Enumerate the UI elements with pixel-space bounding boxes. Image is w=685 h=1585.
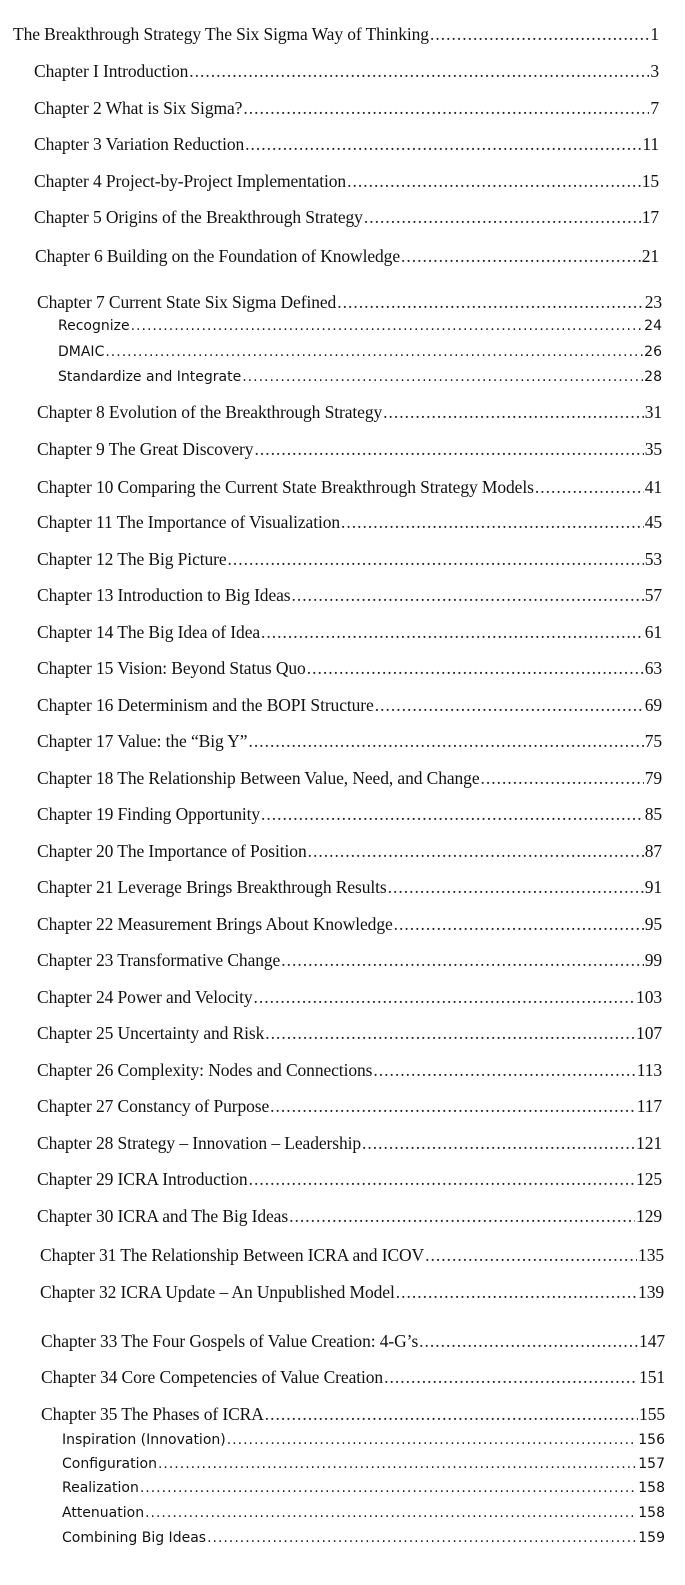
toc-subentry[interactable] <box>62 1453 665 1475</box>
toc-entry-title: DMAIC <box>58 344 105 360</box>
toc-dot-leader <box>249 1166 635 1192</box>
toc-dot-leader <box>373 1057 635 1083</box>
toc-entry-page: 69 <box>644 695 662 715</box>
toc-entry[interactable] <box>34 204 659 230</box>
toc-entry-page: 7 <box>650 98 659 118</box>
toc-dot-leader <box>245 131 641 157</box>
toc-dot-leader <box>243 95 649 121</box>
toc-dot-leader <box>227 1429 638 1451</box>
toc-entry-title: Chapter 28 Strategy – Innovation – Leadership <box>37 1133 362 1153</box>
toc-subentry[interactable] <box>58 341 662 363</box>
toc-dot-leader <box>308 838 644 864</box>
toc-entry[interactable] <box>37 474 662 500</box>
toc-entry-title: The Breakthrough Strategy The Six Sigma Way of Thinking <box>13 24 429 44</box>
toc-entry[interactable] <box>37 1166 662 1192</box>
toc-entry[interactable] <box>37 1020 662 1046</box>
toc-entry-page: 158 <box>638 1480 665 1496</box>
toc-dot-leader <box>189 58 649 84</box>
toc-entry-page: 57 <box>644 585 662 605</box>
toc-entry-title: Chapter 8 Evolution of the Breakthrough Strategy <box>37 402 383 422</box>
toc-entry-page: 159 <box>638 1530 665 1546</box>
toc-dot-leader <box>158 1453 637 1475</box>
toc-entry-title: Chapter 16 Determinism and the BOPI Structure <box>37 695 374 715</box>
toc-entry-title: Combining Big Ideas <box>62 1530 207 1546</box>
toc-entry[interactable] <box>37 509 662 535</box>
toc-entry[interactable] <box>37 546 662 572</box>
toc-entry[interactable] <box>37 874 662 900</box>
toc-entry-title: Chapter 14 The Big Idea of Idea <box>37 622 261 642</box>
toc-dot-leader <box>261 619 644 645</box>
toc-entry-title: Chapter 32 ICRA Update – An Unpublished Model <box>40 1282 395 1302</box>
toc-entry-page: 135 <box>638 1245 664 1265</box>
toc-entry-page: 21 <box>641 246 659 266</box>
toc-entry-page: 125 <box>636 1169 662 1189</box>
toc-dot-leader <box>384 1364 638 1390</box>
toc-entry[interactable] <box>37 289 662 315</box>
toc-entry[interactable] <box>37 1130 662 1156</box>
toc-entry-page: 28 <box>644 369 662 385</box>
toc-entry-page: 157 <box>638 1456 665 1472</box>
toc-entry-title: Chapter 33 The Four Gospels of Value Creation: 4-G’s <box>41 1331 419 1351</box>
toc-entry-title: Chapter 22 Measurement Brings About Knowledge <box>37 914 393 934</box>
toc-entry-page: 23 <box>644 292 662 312</box>
toc-entry-title: Chapter 9 The Great Discovery <box>37 439 254 459</box>
toc-entry[interactable] <box>34 58 659 84</box>
toc-entry-page: 15 <box>641 171 659 191</box>
toc-entry-page: 53 <box>644 549 662 569</box>
toc-entry[interactable] <box>41 1401 665 1427</box>
toc-dot-leader <box>337 289 644 315</box>
toc-entry-page: 17 <box>641 207 659 227</box>
toc-dot-leader <box>265 1020 635 1046</box>
toc-entry-title: Chapter 7 Current State Six Sigma Defined <box>37 292 337 312</box>
toc-entry[interactable] <box>37 1057 662 1083</box>
toc-entry-title: Chapter 18 The Relationship Between Value, Need, and Change <box>37 768 480 788</box>
toc-entry-page: 63 <box>644 658 662 678</box>
toc-entry-page: 151 <box>639 1367 665 1387</box>
toc-dot-leader <box>207 1527 637 1549</box>
toc-entry-title: Chapter 34 Core Competencies of Value Creation <box>41 1367 384 1387</box>
toc-entry[interactable] <box>37 582 662 608</box>
toc-dot-leader <box>383 399 644 425</box>
toc-entry-title: Chapter 30 ICRA and The Big Ideas <box>37 1206 289 1226</box>
toc-entry-title: Standardize and Integrate <box>58 369 242 385</box>
toc-dot-leader <box>242 366 643 388</box>
toc-entry-page: 113 <box>636 1060 662 1080</box>
toc-entry[interactable] <box>41 1364 665 1390</box>
toc-entry-title: Chapter 11 The Importance of Visualization <box>37 512 341 532</box>
toc-dot-leader <box>289 1203 635 1229</box>
toc-entry-title: Chapter 12 The Big Picture <box>37 549 227 569</box>
toc-entry-title: Chapter 15 Vision: Beyond Status Quo <box>37 658 306 678</box>
toc-dot-leader <box>341 509 644 535</box>
toc-entry[interactable] <box>37 728 662 754</box>
toc-entry-page: 117 <box>636 1096 662 1116</box>
toc-entry-page: 75 <box>644 731 662 751</box>
toc-dot-leader <box>362 1130 635 1156</box>
toc-entry-page: 85 <box>644 804 662 824</box>
toc-entry[interactable] <box>37 1093 662 1119</box>
toc-subentry[interactable] <box>62 1429 665 1451</box>
toc-dot-leader <box>396 1279 637 1305</box>
toc-entry[interactable] <box>37 801 662 827</box>
toc-entry-title: Chapter 5 Origins of the Breakthrough Strategy <box>34 207 363 227</box>
toc-dot-leader <box>248 728 643 754</box>
toc-dot-leader <box>388 874 644 900</box>
toc-dot-leader <box>307 655 644 681</box>
toc-dot-leader <box>347 168 641 194</box>
toc-dot-leader <box>281 947 643 973</box>
toc-subentry[interactable] <box>62 1477 665 1499</box>
toc-dot-leader <box>261 801 644 827</box>
toc-entry-title: Attenuation <box>62 1505 145 1521</box>
toc-subentry[interactable] <box>58 366 662 388</box>
toc-entry-page: 31 <box>644 402 662 422</box>
toc-entry-title: Chapter 21 Leverage Brings Breakthrough Results <box>37 877 387 897</box>
toc-entry-title: Chapter 27 Constancy of Purpose <box>37 1096 270 1116</box>
toc-entry[interactable] <box>41 1328 665 1354</box>
toc-entry-page: 103 <box>636 987 662 1007</box>
toc-entry-title: Chapter 19 Finding Opportunity <box>37 804 261 824</box>
toc-subentry[interactable] <box>58 315 662 337</box>
toc-entry-title: Chapter I Introduction <box>34 61 189 81</box>
toc-entry[interactable] <box>37 911 662 937</box>
toc-dot-leader <box>292 582 644 608</box>
toc-dot-leader <box>401 243 641 269</box>
toc-entry-page: 35 <box>644 439 662 459</box>
toc-entry-title: Chapter 23 Transformative Change <box>37 950 281 970</box>
toc-entry-title: Chapter 35 The Phases of ICRA <box>41 1404 264 1424</box>
toc-entry-page: 147 <box>639 1331 665 1351</box>
toc-entry-page: 87 <box>644 841 662 861</box>
toc-entry-title: Chapter 17 Value: the “Big Y” <box>37 731 248 751</box>
toc-entry-page: 158 <box>638 1505 665 1521</box>
toc-entry[interactable] <box>37 947 662 973</box>
toc-entry-title: Inspiration (Innovation) <box>62 1432 226 1448</box>
toc-entry[interactable] <box>37 765 662 791</box>
toc-entry[interactable] <box>13 21 659 47</box>
toc-entry-title: Recognize <box>58 318 130 334</box>
toc-entry-title: Chapter 25 Uncertainty and Risk <box>37 1023 265 1043</box>
toc-entry-page: 139 <box>638 1282 664 1302</box>
toc-entry-page: 41 <box>644 477 662 497</box>
toc-entry-title: Chapter 31 The Relationship Between ICRA and ICOV <box>40 1245 425 1265</box>
toc-entry-title: Chapter 20 The Importance of Position <box>37 841 307 861</box>
toc-entry-page: 1 <box>650 24 659 44</box>
toc-entry-page: 91 <box>644 877 662 897</box>
toc-entry-title: Configuration <box>62 1456 157 1472</box>
toc-entry-page: 107 <box>636 1023 662 1043</box>
toc-dot-leader <box>131 315 644 337</box>
toc-dot-leader <box>105 341 643 363</box>
toc-entry[interactable] <box>40 1279 664 1305</box>
toc-entry-title: Chapter 10 Comparing the Current State Breakthrough Strategy Models <box>37 477 534 497</box>
toc-dot-leader <box>394 911 644 937</box>
toc-entry-page: 95 <box>644 914 662 934</box>
toc-entry-title: Chapter 3 Variation Reduction <box>34 134 245 154</box>
toc-dot-leader <box>375 692 644 718</box>
toc-entry[interactable] <box>37 655 662 681</box>
toc-entry[interactable] <box>34 131 659 157</box>
toc-dot-leader <box>419 1328 638 1354</box>
toc-entry-title: Chapter 24 Power and Velocity <box>37 987 253 1007</box>
toc-entry[interactable] <box>40 1242 664 1268</box>
toc-entry-page: 156 <box>638 1432 665 1448</box>
toc-entry-title: Chapter 2 What is Six Sigma? <box>34 98 243 118</box>
toc-dot-leader <box>425 1242 637 1268</box>
toc-dot-leader <box>140 1477 637 1499</box>
toc-entry-page: 45 <box>644 512 662 532</box>
toc-entry-title: Chapter 4 Project-by-Project Implementation <box>34 171 347 191</box>
toc-entry-title: Chapter 26 Complexity: Nodes and Connections <box>37 1060 373 1080</box>
toc-entry[interactable] <box>37 984 662 1010</box>
toc-subentry[interactable] <box>62 1502 665 1524</box>
toc-dot-leader <box>430 21 649 47</box>
toc-entry[interactable] <box>37 399 662 425</box>
toc-entry-page: 24 <box>644 318 662 334</box>
toc-entry-page: 11 <box>642 134 659 154</box>
toc-entry[interactable] <box>37 436 662 462</box>
toc-entry[interactable] <box>37 838 662 864</box>
toc-entry-page: 155 <box>639 1404 665 1424</box>
toc-dot-leader <box>253 984 635 1010</box>
toc-entry[interactable] <box>37 692 662 718</box>
toc-dot-leader <box>270 1093 636 1119</box>
toc-dot-leader <box>254 436 643 462</box>
toc-entry-title: Chapter 13 Introduction to Big Ideas <box>37 585 291 605</box>
toc-entry[interactable] <box>37 619 662 645</box>
toc-subentry[interactable] <box>62 1527 665 1549</box>
toc-dot-leader <box>364 204 641 230</box>
toc-entry[interactable] <box>35 243 659 269</box>
toc-dot-leader <box>265 1401 638 1427</box>
toc-dot-leader <box>535 474 644 500</box>
toc-entry-page: 99 <box>644 950 662 970</box>
toc-entry-page: 3 <box>650 61 659 81</box>
toc-dot-leader <box>481 765 644 791</box>
toc-entry-page: 61 <box>644 622 662 642</box>
toc-entry[interactable] <box>34 168 659 194</box>
toc-entry-page: 121 <box>636 1133 662 1153</box>
toc-dot-leader <box>145 1502 637 1524</box>
toc-entry[interactable] <box>34 95 659 121</box>
toc-entry[interactable] <box>37 1203 662 1229</box>
toc-entry-page: 79 <box>644 768 662 788</box>
toc-entry-page: 26 <box>644 344 662 360</box>
toc-dot-leader <box>228 546 644 572</box>
toc-entry-title: Realization <box>62 1480 139 1496</box>
toc-entry-title: Chapter 29 ICRA Introduction <box>37 1169 248 1189</box>
toc-entry-page: 129 <box>636 1206 662 1226</box>
toc-entry-title: Chapter 6 Building on the Foundation of Knowledge <box>35 246 400 266</box>
